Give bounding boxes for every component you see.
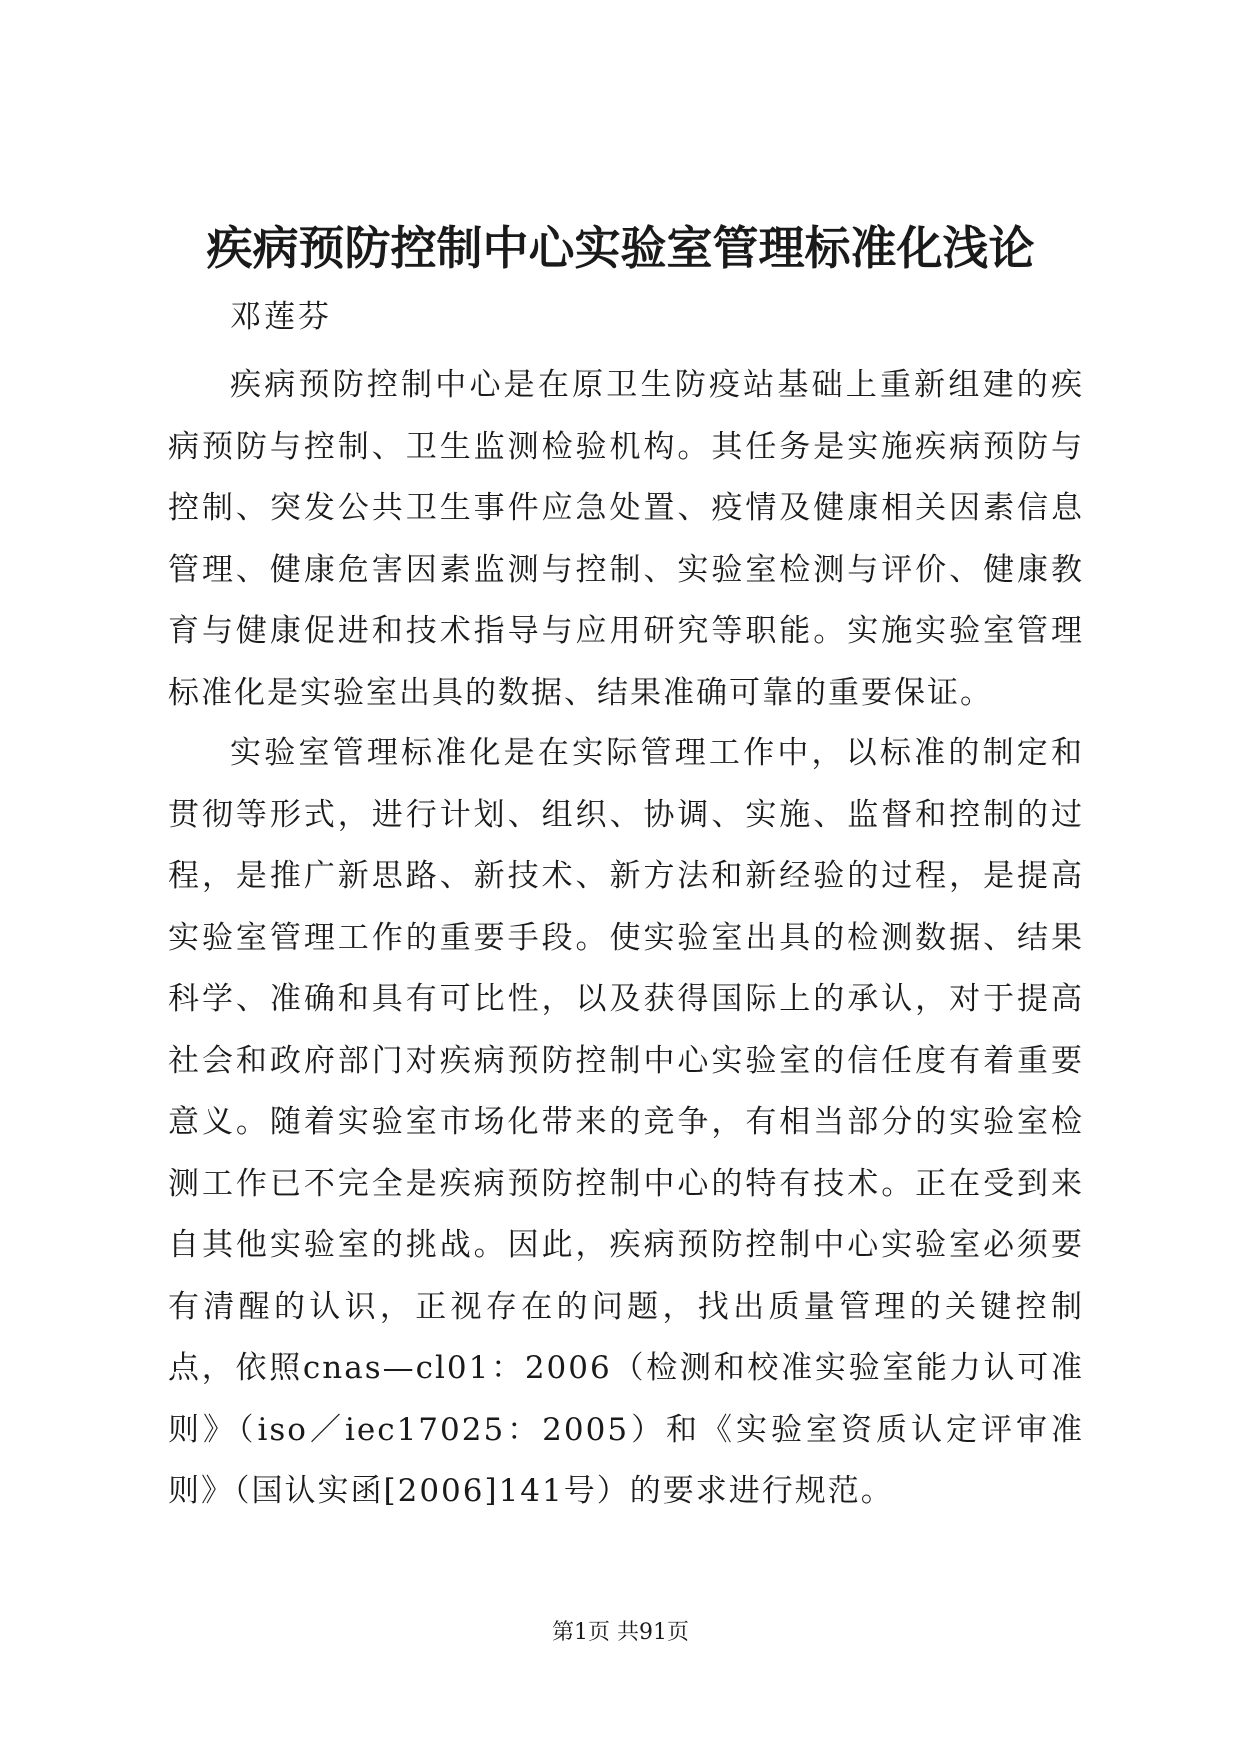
paragraph-2: 实验室管理标准化是在实际管理工作中，以标准的制定和贯彻等形式，进行计划、组织、协调、实施、监督和控制的过程，是推广新思路、新技术、新方法和新经验的过程，是提高实验室管理工作的重要手段。使实验室出具的检测数据、结果科学、准确和具有可比性，以及获得国际上的承认，对于提高社会和政府部门对疾病预防控制中心实验室的信任度有着重要意义。随着实验室市场化带来的竞争，有相当部分的实验室检测工作已不完全是疾病预防控制中心的特有技术。正在受到来自其他实验室的挑战。因此，疾病预防控制中心实验室必须要有清醒的认识，正视存在的问题，找出质量管理的关键控制点，依照cnas—cl01：2006（检测和校准实验室能力认可准则》（iso／iec17025：2005）和《实验室资质认定评审准则》（国认实函[2006]141号）的要求进行规范。 bbox=[168, 735, 1084, 1509]
page-footer: 第1页 共91页 bbox=[552, 1620, 689, 1645]
document-title: 疾病预防控制中心实验室管理标准化浅论 bbox=[206, 221, 1035, 275]
paragraph-2-block bbox=[168, 723, 1084, 1523]
document-author: 邓莲芬 bbox=[230, 299, 332, 335]
paragraph-1: 疾病预防控制中心是在原卫生防疫站基础上重新组建的疾病预防与控制、卫生监测检验机构。其任务是实施疾病预防与控制、突发公共卫生事件应急处置、疫情及健康相关因素信息管理、健康危害因素监测与控制、实验室检测与评价、健康教育与健康促进和技术指导与应用研究等职能。实施实验室管理标准化是实验室出具的数据、结果准确可靠的重要保证。 bbox=[168, 367, 1084, 711]
paragraph-1-block bbox=[168, 355, 1084, 724]
